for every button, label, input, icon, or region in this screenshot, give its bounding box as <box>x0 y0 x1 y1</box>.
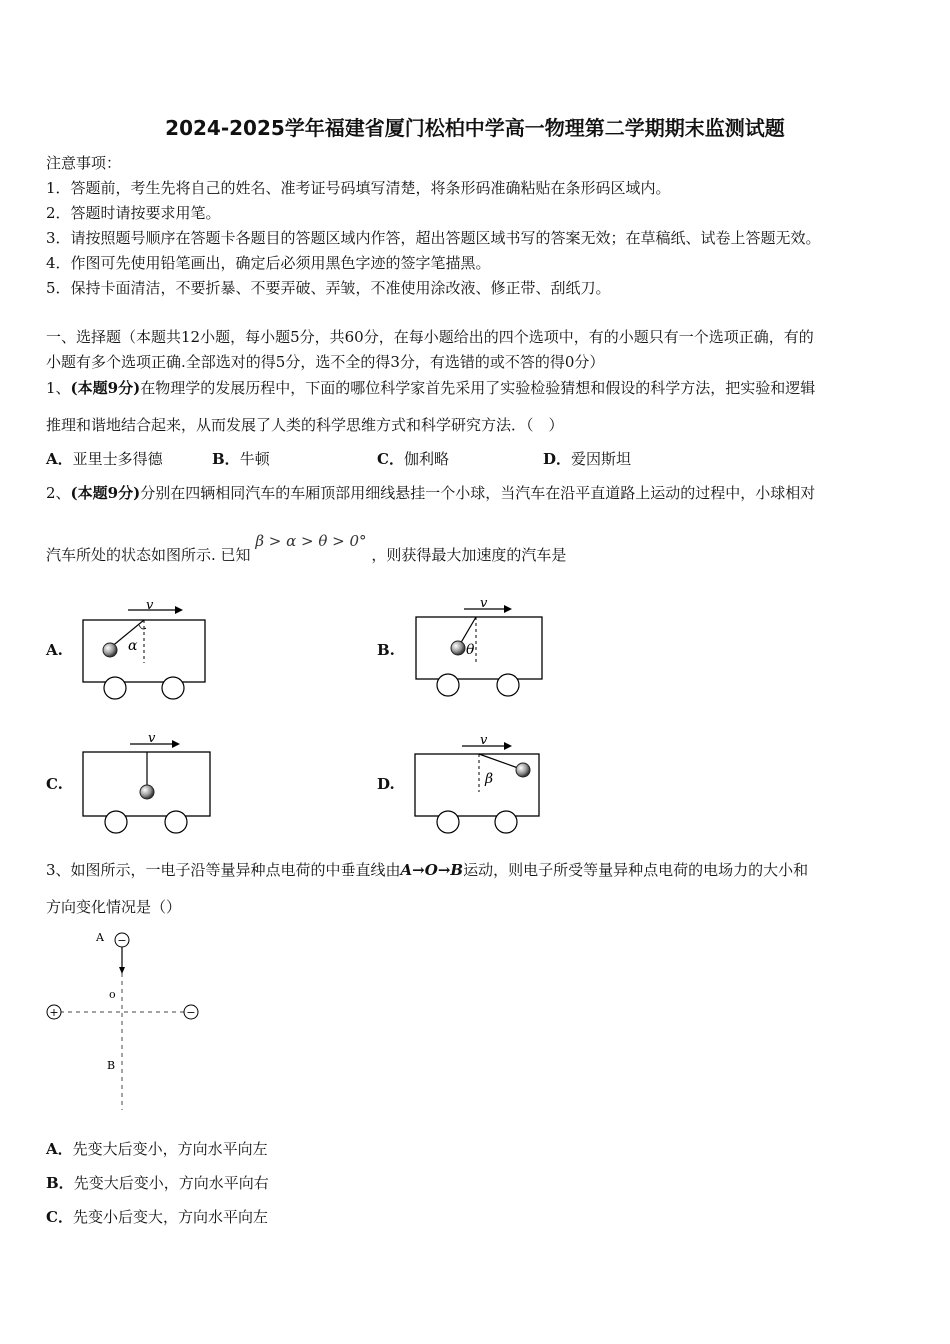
notice-item: 5．保持卡面清洁，不要折暴、不要弄破、弄皱，不准使用涂改液、修正带、刮纸刀。 <box>46 279 611 297</box>
angle-label: β <box>485 771 494 787</box>
point-a-label: A <box>96 931 104 944</box>
wheel <box>165 811 187 833</box>
wheel <box>437 674 459 696</box>
string <box>479 754 518 768</box>
arrow-head-icon <box>175 606 183 614</box>
negative-sign: − <box>186 1006 196 1019</box>
wheel <box>495 811 517 833</box>
question-score: (本题9分) <box>70 379 141 397</box>
electron-sign: − <box>117 934 127 947</box>
wheel <box>104 677 126 699</box>
question-3-cont: 方向变化情况是（） <box>46 898 182 916</box>
angle-label: θ <box>466 642 475 658</box>
option-b[interactable]: B. <box>377 641 395 659</box>
angle-condition: β > α > θ > 0° <box>255 532 367 550</box>
option-c[interactable]: C．先变小后变大，方向水平向左 <box>46 1208 268 1226</box>
velocity-label: v <box>146 598 154 613</box>
option-b[interactable]: B．牛顿 <box>212 450 270 468</box>
notice-item: 1．答题前，考生先将自己的姓名、准考证号码填写清楚，将条形码准确粘贴在条形码区域内。 <box>46 179 671 197</box>
angle-label: α <box>128 638 138 654</box>
wheel <box>497 674 519 696</box>
page-title: 2024-2025学年福建省厦门松柏中学高一物理第二学期期末监测试题 <box>165 116 785 140</box>
car-diagram-b <box>412 594 547 698</box>
point-o-label: o <box>109 988 116 1001</box>
velocity-label: v <box>148 731 156 746</box>
ball <box>516 763 530 777</box>
arrow-head-icon <box>504 605 512 613</box>
angle-arc <box>139 625 146 629</box>
positive-sign: + <box>49 1006 59 1019</box>
arrow-head-icon <box>172 740 180 748</box>
question-1-cont: 推理和谐地结合起来，从而发展了人类的科学思维方式和科学研究方法．（ ） <box>46 416 564 434</box>
section-instructions-cont: 小题有多个选项正确.全部选对的得5分，选不全的得3分，有选错的或不答的得0分） <box>46 353 605 371</box>
question-text: 分别在四辆相同汽车的车厢顶部用细线悬挂一个小球，当汽车在沿平直道路上运动的过程中，小球相对 <box>140 484 816 502</box>
car-diagram-c <box>80 730 215 836</box>
ball <box>103 643 117 657</box>
wheel <box>162 677 184 699</box>
notice-item: 3．请按照题号顺序在答题卡各题目的答题区域内作答，超出答题区域书写的答案无效；在草稿纸、试卷上答题无效。 <box>46 229 821 247</box>
point-b-label: B <box>107 1059 116 1072</box>
car-diagram-d <box>412 730 547 836</box>
option-b[interactable]: B．先变大后变小，方向水平向右 <box>46 1174 269 1192</box>
option-a[interactable]: A．亚里士多得德 <box>46 450 163 468</box>
wheel <box>437 811 459 833</box>
car-diagram-a <box>80 598 210 700</box>
section-instructions: 一、选择题（本题共12小题，每小题5分，共60分，在每小题给出的四个选项中，有的小题只有一个选项正确，有的 <box>46 328 814 346</box>
option-a[interactable]: A. <box>46 641 63 659</box>
option-c[interactable]: C. <box>46 775 63 793</box>
notice-heading: 注意事项： <box>46 154 122 172</box>
question-1 <box>46 377 815 398</box>
option-a[interactable]: A．先变大后变小，方向水平向左 <box>46 1140 268 1158</box>
question-number: 1、 <box>46 379 71 397</box>
notice-item: 2．答题时请按要求用笔。 <box>46 204 221 222</box>
arrow-head-icon <box>504 742 512 750</box>
option-c[interactable]: C．伽利略 <box>377 450 449 468</box>
question-text: 在物理学的发展历程中，下面的哪位科学家首先采用了实验检验猜想和假设的科学方法，把实验和逻辑 <box>140 379 816 397</box>
motion-path: A→O→B <box>400 861 464 879</box>
question-2 <box>46 482 815 503</box>
wheel <box>105 811 127 833</box>
charge-diagram <box>40 925 210 1115</box>
question-number: 2、 <box>46 484 71 502</box>
car-body <box>416 617 542 679</box>
string <box>110 620 144 648</box>
question-2-cont: 汽车所处的状态如图所示. 已知 β > α > θ > 0° ，则获得最大加速度的汽车是 <box>46 532 567 564</box>
option-d[interactable]: D．爱因斯坦 <box>543 450 632 468</box>
velocity-label: v <box>480 596 488 611</box>
velocity-label: v <box>480 733 488 748</box>
option-d[interactable]: D. <box>377 775 395 793</box>
arrow-down-icon <box>119 967 125 974</box>
ball <box>140 785 154 799</box>
ball <box>451 641 465 655</box>
question-score: (本题9分) <box>70 484 141 502</box>
question-3: 3、如图所示，一电子沿等量异种点电荷的中垂直线由A→O→B运动，则电子所受等量异种点电荷的电场力的大小和 <box>46 861 809 879</box>
notice-item: 4．作图可先使用铅笔画出，确定后必须用黑色字迹的签字笔描黑。 <box>46 254 491 272</box>
